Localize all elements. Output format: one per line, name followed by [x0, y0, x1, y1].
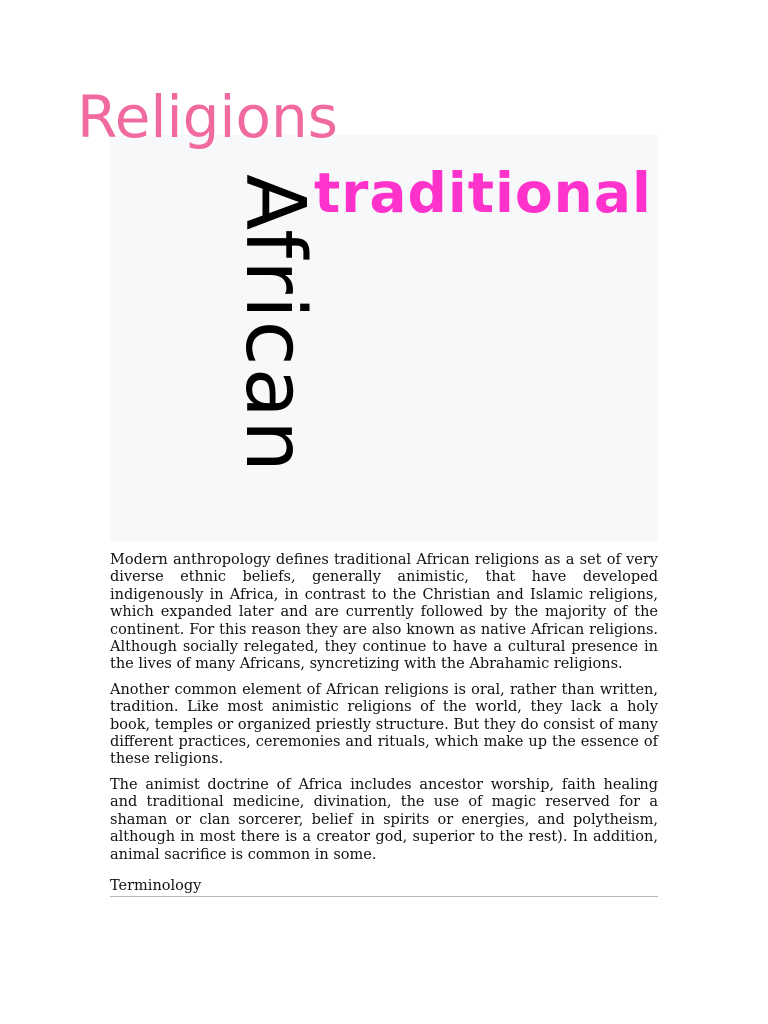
title-african-text: African — [227, 174, 322, 474]
title-traditional: traditional — [314, 161, 652, 225]
paragraph-animist-doctrine: The animist doctrine of Africa includes ancestor worship, faith healing and traditional medicine, divination, the use of magic reserved for a shaman or clan sorcerer, belief in spirits or energies, and polytheism, although in most there is a creator god, superior to the rest). In addition, animal sacrifice is common in some. — [110, 776, 658, 863]
section-heading-terminology: Terminology — [110, 878, 658, 897]
title-african-vertical — [227, 168, 322, 480]
paragraph-oral-tradition: Another common element of African religions is oral, rather than written, tradition. Like most animistic religions of the world, they lack a holy book, temples or organized priestly structure. But they do consist of many different practices, ceremonies and rituals, which make up the essence of these religions. — [110, 681, 658, 768]
paragraph-intro: Modern anthropology defines traditional African religions as a set of very diverse ethnic beliefs, generally animistic, that have developed indigenously in Africa, in contrast to the Christian and Islamic religions, which expanded later and are currently followed by the majority of the continent. For this reason they are also known as native African religions. Although socially relegated, they continue to have a cultural presence in the lives of many Africans, syncretizing with the Abrahamic religions. — [110, 552, 658, 673]
document-body — [110, 552, 658, 897]
title-religions: Religions — [77, 83, 338, 151]
